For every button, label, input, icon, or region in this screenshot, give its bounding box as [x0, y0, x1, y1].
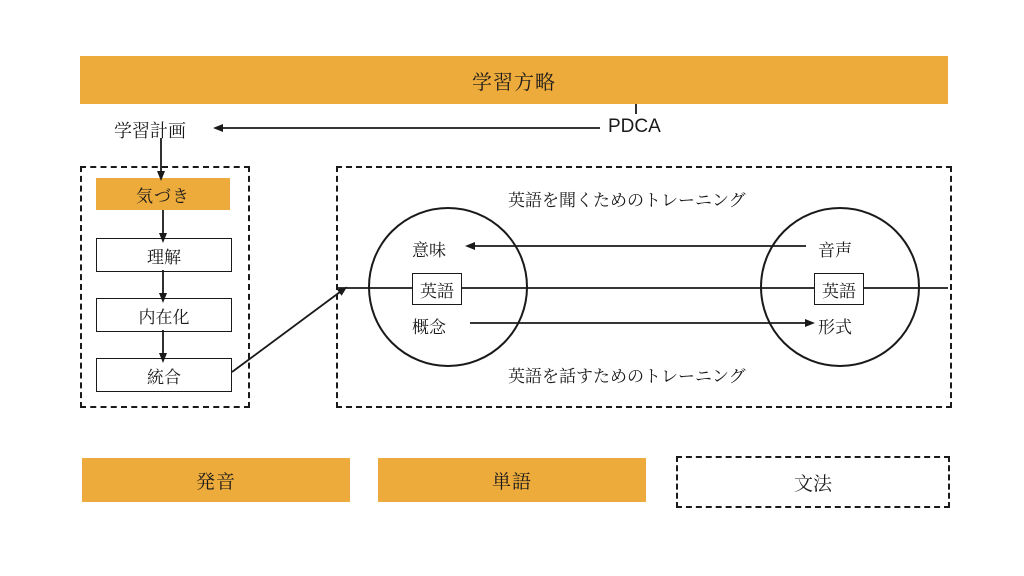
grammar-box: 文法 [676, 456, 950, 508]
listening-training-label: 英語を聞くためのトレーニング [508, 191, 746, 210]
form-label: 形式 [818, 318, 852, 337]
integration-box: 統合 [96, 358, 232, 392]
speaking-training-label: 英語を話すためのトレーニング [508, 367, 746, 386]
right-english-box: 英語 [814, 273, 864, 305]
bottom-band [0, 548, 1024, 576]
left-english-box: 英語 [412, 273, 462, 305]
vocabulary-box: 単語 [378, 458, 646, 502]
strategy-bar: 学習方略 [80, 56, 948, 104]
awareness-box: 気づき [96, 178, 230, 210]
top-band [0, 0, 1024, 28]
concept-label: 概念 [412, 318, 446, 337]
pdca-label: PDCA [608, 116, 661, 137]
understanding-box: 理解 [96, 238, 232, 272]
internalization-box: 内在化 [96, 298, 232, 332]
meaning-label: 意味 [412, 241, 446, 260]
sound-label: 音声 [818, 241, 852, 260]
study-plan-label: 学習計画 [114, 121, 186, 141]
pronunciation-box: 発音 [82, 458, 350, 502]
